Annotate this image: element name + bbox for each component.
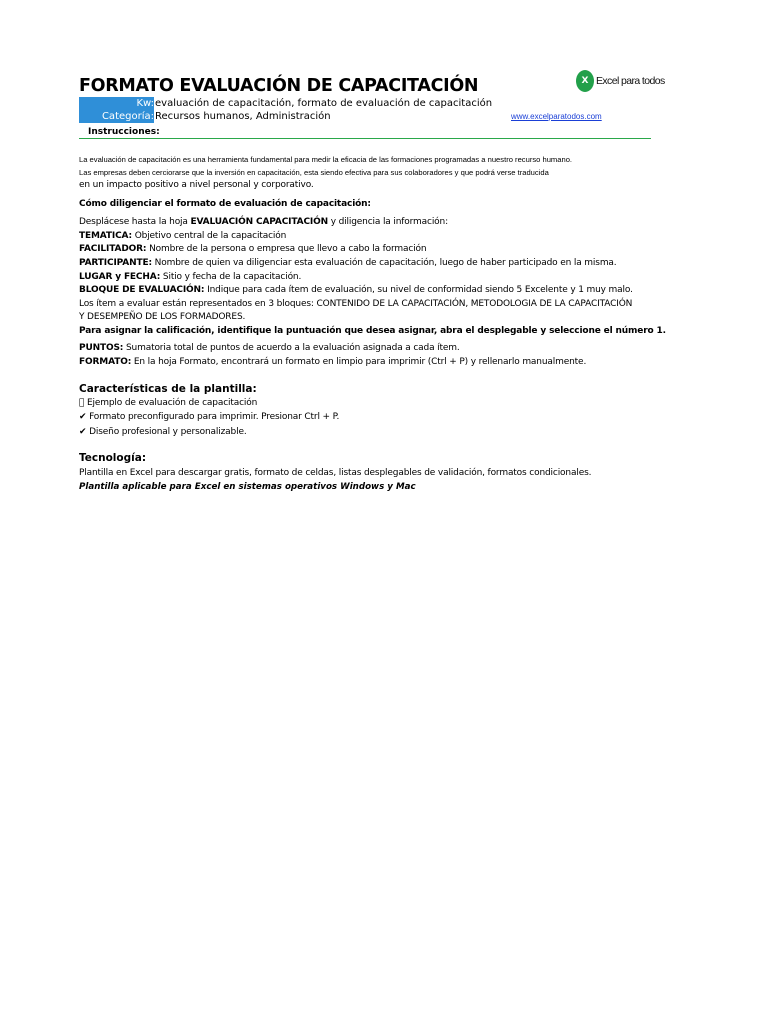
category-label: Categoría: bbox=[79, 110, 154, 123]
how-to-line: Desplácese hasta la hoja EVALUACIÓN CAPACITACIÓN y diligencia la información: bbox=[79, 217, 448, 227]
blocks-line: Y DESEMPEÑO DE LOS FORMADORES. bbox=[79, 312, 246, 322]
field-text: Sitio y fecha de la capacitación. bbox=[160, 272, 302, 282]
feature-item: Ejemplo de evaluación de capacitación bbox=[79, 398, 250, 408]
field-text: Objetivo central de la capacitación bbox=[131, 231, 287, 241]
feature-item: ✔ Diseño profesional y personalizable. bbox=[79, 427, 247, 437]
tech-text: Plantilla en Excel para descargar gratis, formato de celdas, listas desplegables de validación, formatos condicionales. bbox=[79, 468, 592, 478]
field-row bbox=[79, 272, 301, 282]
excel-logo-icon: X bbox=[576, 70, 594, 92]
category-row bbox=[79, 110, 331, 123]
features-heading: Características de la plantilla: bbox=[79, 383, 257, 395]
field-text: Indique para cada ítem de evaluación, su nivel de conformidad siendo 5 Excelente y 1 muy malo. bbox=[204, 285, 633, 295]
field-row bbox=[79, 258, 617, 268]
tech-note: Plantilla aplicable para Excel en sistemas operativos Windows y Mac bbox=[79, 482, 416, 492]
intro-line: en un impacto positivo a nivel personal y corporativo. bbox=[79, 180, 314, 190]
instructions-label: Instrucciones: bbox=[88, 127, 160, 137]
keywords-row bbox=[79, 97, 492, 110]
assign-note: Para asignar la calificación, identifique la puntuación que desea asignar, abra el desplegable y seleccione el número 1. bbox=[79, 326, 666, 336]
field-label: FACILITADOR: bbox=[79, 244, 147, 254]
brand-logo bbox=[576, 68, 665, 94]
page-title: FORMATO EVALUACIÓN DE CAPACITACIÓN bbox=[79, 76, 479, 96]
puntos-row: PUNTOS: Sumatoria total de puntos de acuerdo a la evaluación asignada a cada ítem. bbox=[79, 343, 460, 353]
field-label: BLOQUE DE EVALUACIÓN: bbox=[79, 285, 205, 295]
field-row bbox=[79, 244, 426, 254]
blocks-line: Los ítem a evaluar están representados en 3 bloques: CONTENIDO DE LA CAPACITACIÓN, METODOLOGIA DE LA CAPACITACIÓN bbox=[79, 299, 633, 309]
field-row bbox=[79, 231, 286, 241]
intro-line: La evaluación de capacitación es una herramienta fundamental para medir la eficacia de las formaciones programadas a nuestro recurso humano. bbox=[79, 155, 573, 164]
tech-heading: Tecnología: bbox=[79, 452, 147, 464]
website-link[interactable]: www.excelparatodos.com bbox=[511, 112, 602, 121]
field-row bbox=[79, 285, 633, 295]
logo-text: Excel para todos bbox=[596, 75, 665, 87]
intro-line: Las empresas deben cerciorarse que la inversión en capacitación, esta siendo efectiva para sus colaboradores y que podrá verse traducida bbox=[79, 168, 549, 177]
field-text: Nombre de la persona o empresa que llevo a cabo la formación bbox=[146, 244, 427, 254]
category-value: Recursos humanos, Administración bbox=[155, 111, 331, 122]
field-text: Nombre de quien va diligenciar esta evaluación de capacitación, luego de haber participado en la misma. bbox=[151, 258, 617, 268]
feature-item: ✔ Formato preconfigurado para imprimir. Presionar Ctrl + P. bbox=[79, 412, 340, 422]
keywords-value: evaluación de capacitación, formato de evaluación de capacitación bbox=[155, 98, 493, 109]
formato-row: FORMATO: En la hoja Formato, encontrará un formato en limpio para imprimir (Ctrl + P) y rellenarlo manualmente. bbox=[79, 357, 587, 367]
field-label: LUGAR y FECHA: bbox=[79, 272, 161, 282]
divider bbox=[79, 138, 651, 139]
how-to-heading: Cómo diligenciar el formato de evaluación de capacitación: bbox=[79, 199, 371, 209]
field-label: TEMATICA: bbox=[79, 231, 132, 241]
keywords-label: Kw: bbox=[79, 97, 154, 110]
field-label: PARTICIPANTE: bbox=[79, 258, 152, 268]
